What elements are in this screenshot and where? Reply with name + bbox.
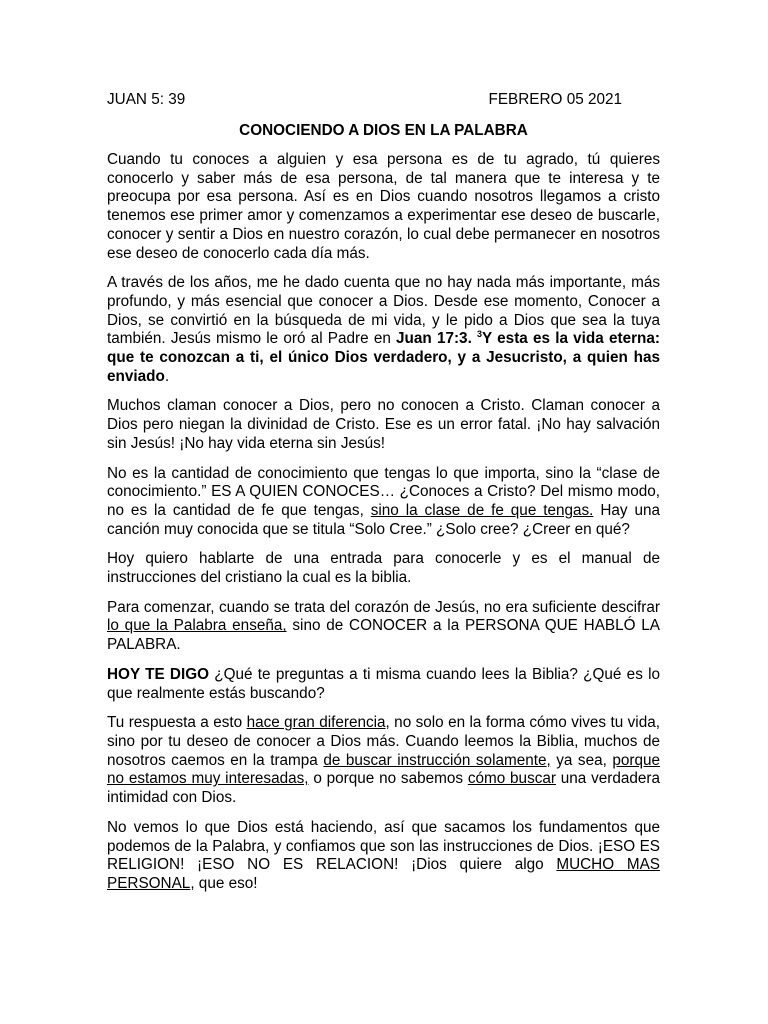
paragraph-text: A través de los años, me he dado cuenta que no hay nada más importante, más profundo, y más esencial que conocer a Dios. Desde ese momento, Conocer a Dios, se convirtió en la búsqueda de mi vida, y le pido a Dios que sea la tuya también. Jesús mismo le oró al Padre en (107, 274, 660, 348)
paragraph-9 (107, 819, 660, 894)
paragraph-6 (107, 599, 660, 655)
underlined-phrase: lo que la Palabra enseña, (107, 617, 287, 635)
bible-reference: JUAN 5: 39 (107, 91, 186, 108)
paragraph-text: Para comenzar, cuando se trata del corazón de Jesús, no era suficiente descifrar (107, 598, 660, 616)
paragraph-text: ¿Qué te preguntas a ti misma cuando lees la Biblia? ¿Qué es lo que realmente estás buscando? (107, 665, 661, 702)
underlined-phrase: porque no estamos muy interesadas, (107, 751, 660, 788)
paragraph-7 (107, 666, 660, 703)
paragraph-text: una verdadera intimidad con Dios. (107, 770, 661, 807)
document-date: FEBRERO 05 2021 (488, 91, 622, 108)
paragraph-8 (107, 714, 660, 808)
paragraph-5 (107, 550, 660, 587)
scripture-quote: Y esta es la vida eterna: que te conozcan a ti, el único Dios verdadero, y a Jesucristo, a quien has enviado (107, 330, 660, 385)
paragraph-text: No es la cantidad de conocimiento que tengas lo que importa, sino la “clase de conocimiento.” ES A QUIEN CONOCES… ¿Conoces a Cristo? Del mismo modo, no es la cantidad de fe que tengas, (107, 464, 660, 519)
paragraph-text: , que eso! (190, 874, 258, 892)
paragraph-4 (107, 465, 660, 540)
page-title: CONOCIENDO A DIOS EN LA PALABRA (239, 122, 528, 139)
paragraph-3 (107, 397, 660, 453)
verse-number: 3 (477, 329, 483, 340)
underlined-phrase: de buscar instrucción solamente, (323, 751, 551, 769)
paragraph-text: ya sea, (550, 751, 613, 769)
paragraph-text: sino de CONOCER a la PERSONA QUE HABLÓ LA PALABRA. (107, 617, 660, 654)
underlined-phrase: cómo buscar (467, 770, 556, 788)
scripture-reference: Juan 17:3. (396, 330, 472, 348)
document-body (107, 151, 660, 905)
paragraph-text: Muchos claman conocer a Dios, pero no conocen a Cristo. Claman conocer a Dios pero niegan la divinidad de Cristo. Ese es un error fatal. ¡No hay salvación sin Jesús! ¡No hay vida eterna sin Jesús! (107, 397, 660, 452)
paragraph-2 (107, 274, 660, 386)
lead-in-heading: HOY TE DIGO (107, 665, 210, 683)
underlined-phrase: hace gran diferencia (246, 714, 386, 732)
paragraph-text: Tu respuesta a esto (107, 714, 247, 732)
paragraph-text: Hoy quiero hablarte de una entrada para conocerle y es el manual de instrucciones del cristiano la cual es la biblia. (107, 550, 660, 587)
paragraph-text: o porque no sabemos (308, 770, 468, 788)
paragraph-text: , no solo en la forma cómo vives tu vida, sino por tu deseo de conocer a Dios más. Cuando leemos la Biblia, muchos de nosotros caemos en la trampa (107, 714, 660, 769)
paragraph-text: Cuando tu conoces a alguien y esa persona es de tu agrado, tú quieres conocerlo y saber más de esa persona, de tal manera que te interesa y te preocupa por esa persona. Así es en Dios cuando nosotros llegamos a cristo tenemos ese primer amor y comenzamos a experimentar ese deseo de buscarle, conocer y sentir a Dios en nuestro corazón, lo cual debe permanecer en nosotros ese deseo de conocerlo cada día más. (107, 151, 660, 262)
paragraph-1 (107, 151, 660, 263)
paragraph-text: No vemos lo que Dios está haciendo, así que sacamos los fundamentos que podemos de la Palabra, y confiamos que son las instrucciones de Dios. ¡ESO ES RELIGION! ¡ESO NO ES RELACION! ¡Dios quiere algo (107, 818, 660, 874)
underlined-phrase: sino la clase de fe que tengas. (370, 501, 594, 519)
paragraph-text: . (164, 367, 170, 385)
paragraph-text: Hay una canción muy conocida que se titula “Solo Cree.” ¿Solo cree? ¿Creer en qué? (107, 501, 660, 538)
underlined-phrase: MUCHO MAS PERSONAL (107, 856, 660, 892)
